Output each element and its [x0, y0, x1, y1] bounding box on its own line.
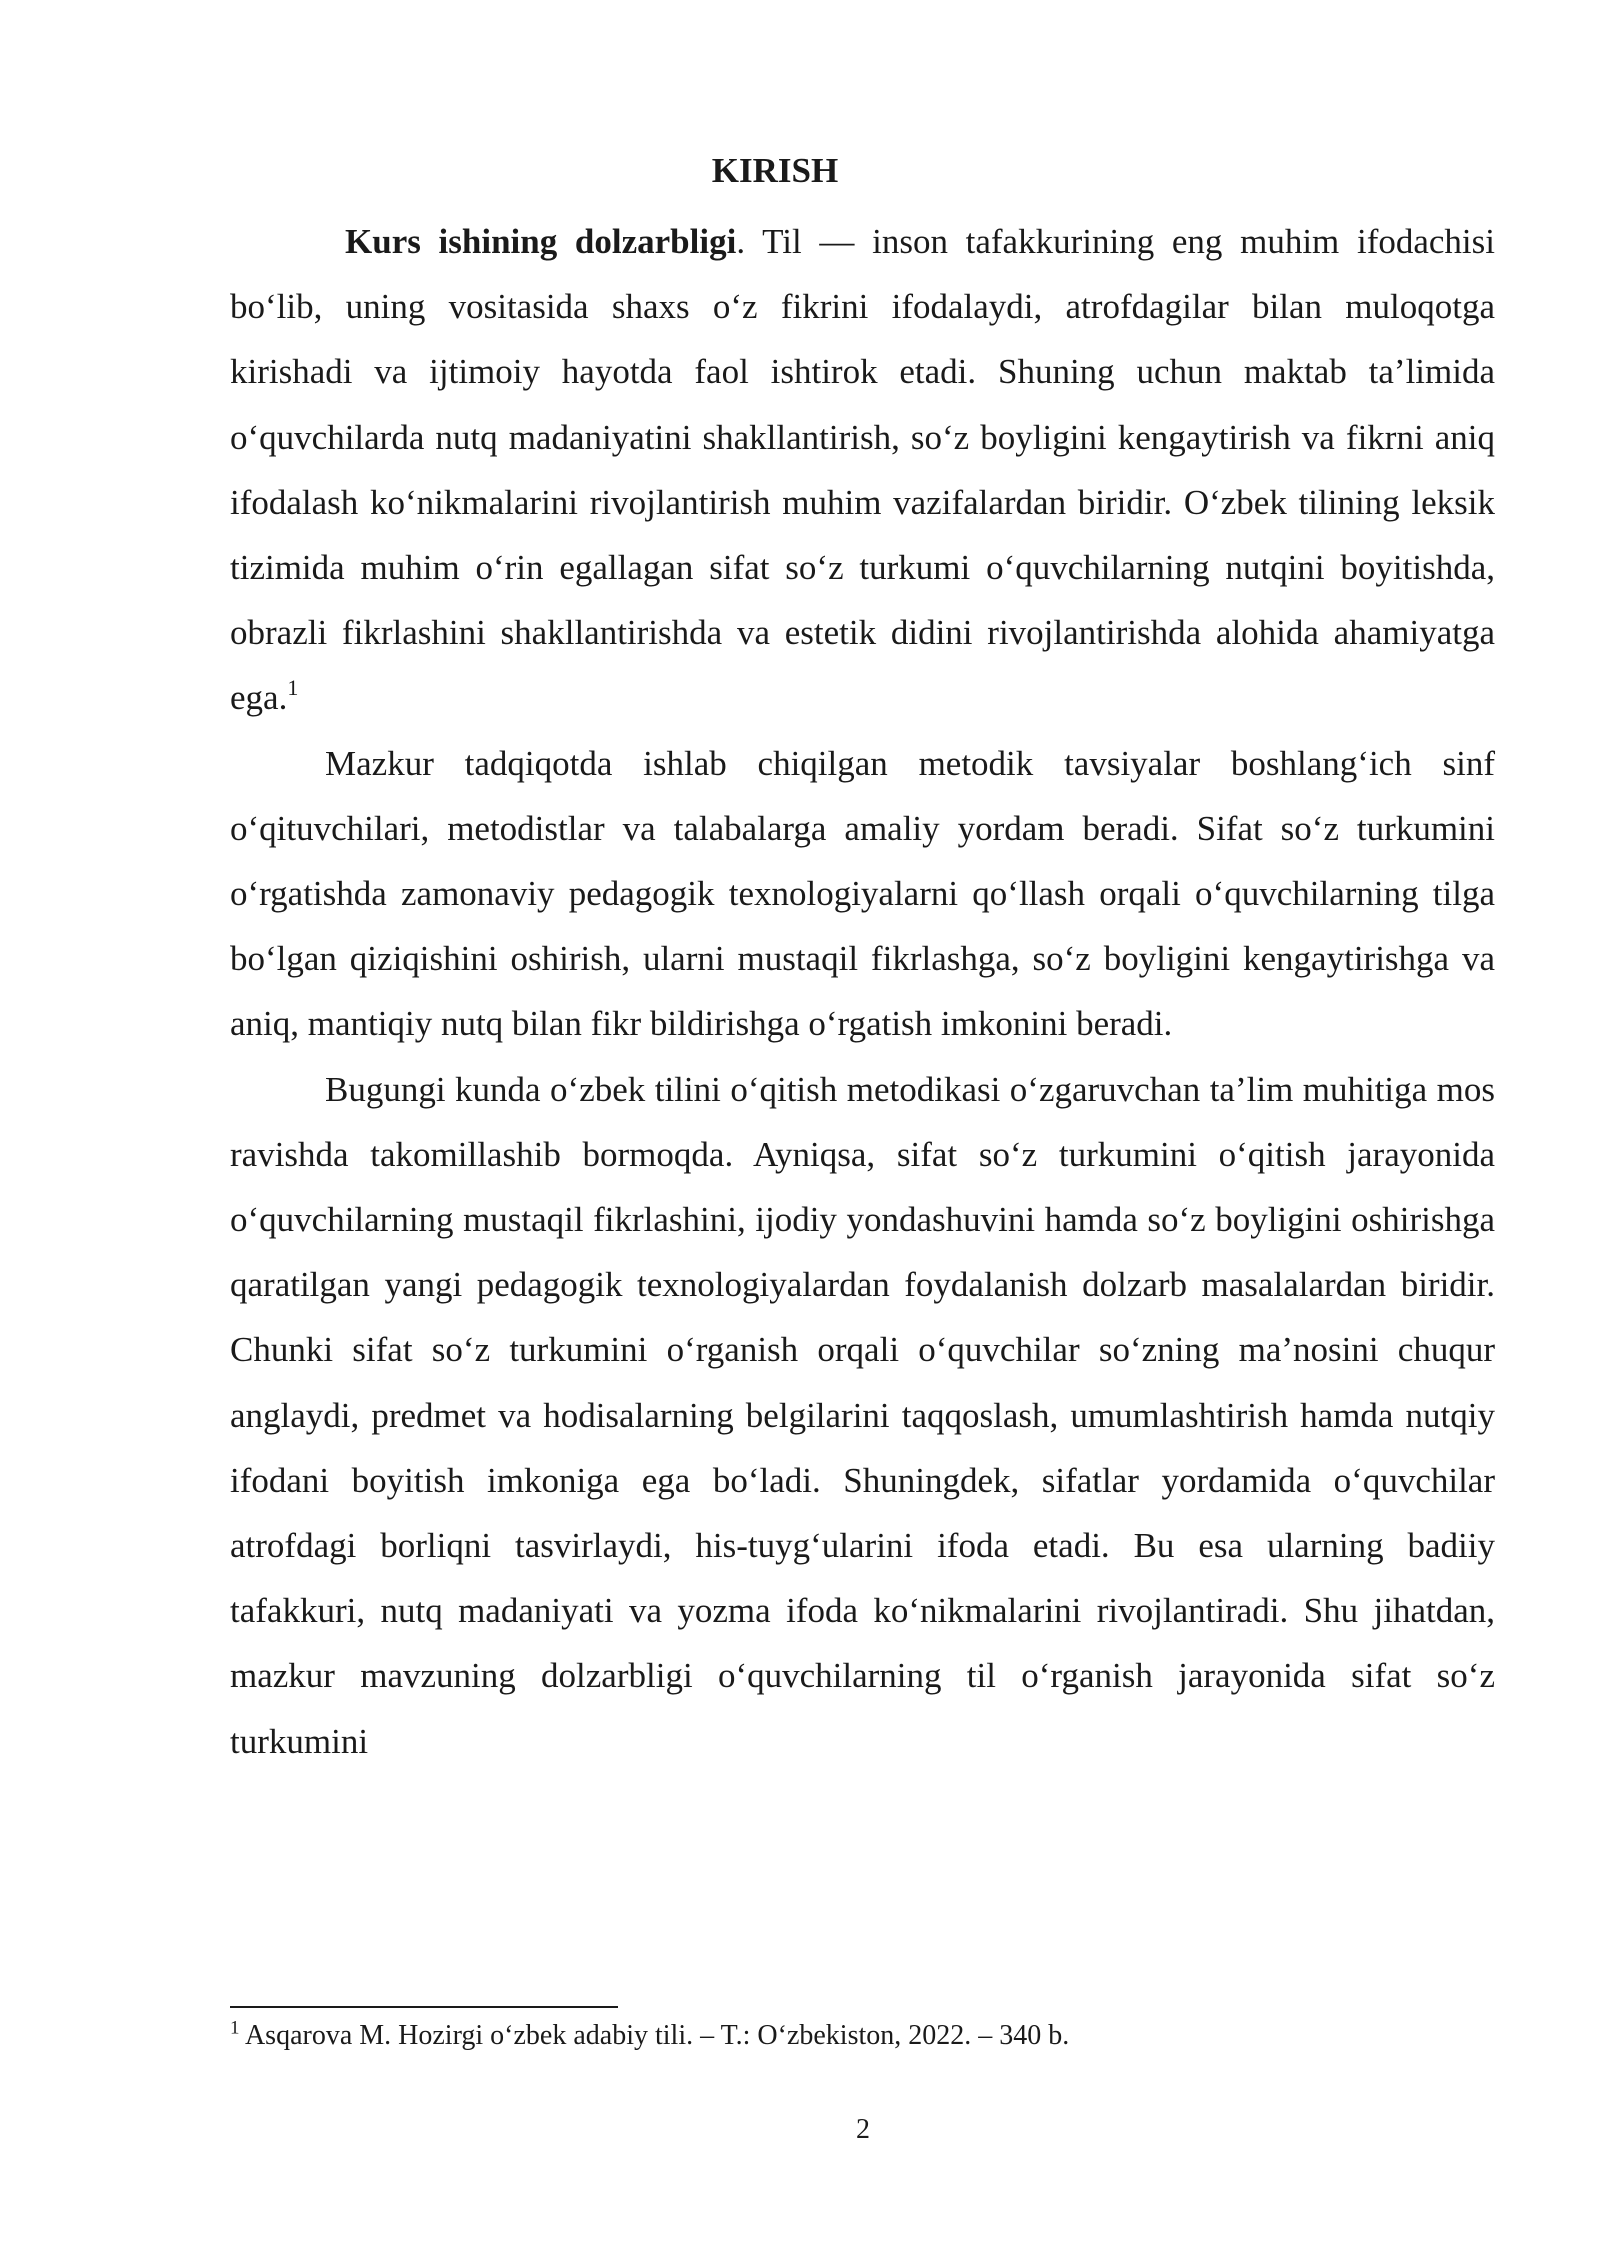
- page-heading: KIRISH: [711, 151, 839, 190]
- body-text: [230, 209, 1495, 1774]
- paragraph-2-text: Mazkur tadqiqotda ishlab chiqilgan metodik tavsiyalar boshlang‘ich sinf o‘qituvchilari, metodistlar va talabalarga amaliy yordam beradi. Sifat so‘z turkumini o‘rgatishda zamonaviy pedagogik texnologiyalarni qo‘llash orqali o‘quvchilarning tilga bo‘lgan qiziqishini oshirish, ularni mustaqil fikrlashga, so‘z boyligini kengaytirishga va aniq, mantiqiy nutq bilan fikr bildirishga o‘rgatish imkonini beradi.: [230, 743, 1495, 1044]
- paragraph-3: [230, 1057, 1495, 1774]
- footnote-reference: 1: [287, 674, 299, 700]
- paragraph-2: [230, 731, 1495, 1057]
- footnote: [230, 2018, 1069, 2054]
- paragraph-3-text: Bugungi kunda o‘zbek tilini o‘qitish metodikasi o‘zgaruvchan ta’lim muhitiga mos ravishda takomillashib bormoqda. Ayniqsa, sifat so‘z turkumini o‘qitish jarayonida o‘quvchilarning mustaqil fikrlashini, ijodiy yondashuvini hamda so‘z boyligini oshirishga qaratilgan yangi pedagogik texnologiyalardan foydalanish dolzarb masalalardan biridir. Chunki sifat so‘z turkumini o‘rganish orqali o‘quvchilar so‘zning ma’nosini chuqur anglaydi, predmet va hodisalarning belgilarini taqqoslash, umumlashtirish hamda nutqiy ifodani boyitish imkoniga ega bo‘ladi. Shuningdek, sifatlar yordamida o‘quvchilar atrofdagi borliqni tasvirlaydi, his-tuyg‘ularini ifoda etadi. Bu esa ularning badiiy tafakkuri, nutq madaniyati va yozma ifoda ko‘nikmalarini rivojlantiradi. Shu jihatdan, mazkur mavzuning dolzarbligi o‘quvchilarning til o‘rganish jarayonida sifat so‘z turkumini: [230, 1069, 1495, 1761]
- footnote-number: 1: [230, 2017, 240, 2039]
- paragraph-1-text: . Til — inson tafakkurining eng muhim ifodachisi bo‘lib, uning vositasida shaxs o‘z fikrini ifodalaydi, atrofdagilar bilan muloqotga kirishadi va ijtimoiy hayotda faol ishtirok etadi. Shuning uchun maktab ta’limida o‘quvchilarda nutq madaniyatini shakllantirish, so‘z boyligini kengaytirish va fikrni aniq ifodalash ko‘nikmalarini rivojlantirish muhim vazifalardan biridir. O‘zbek tilining leksik tizimida muhim o‘rin egallagan sifat so‘z turkumi o‘quvchilarning nutqini boyitishda, obrazli fikrlashini shakllantirishda va estetik didini rivojlantirishda alohida ahamiyatga ega.: [230, 222, 1495, 718]
- footnote-text: Asqarova M. Hozirgi o‘zbek adabiy tili. – T.: O‘zbekiston, 2022. – 340 b.: [239, 2020, 1070, 2051]
- paragraph-1: [230, 209, 1495, 731]
- paragraph-lead: Kurs ishining dolzarbligi: [345, 222, 737, 261]
- footnote-separator: [230, 2006, 618, 2008]
- page-number: 2: [856, 2114, 870, 2145]
